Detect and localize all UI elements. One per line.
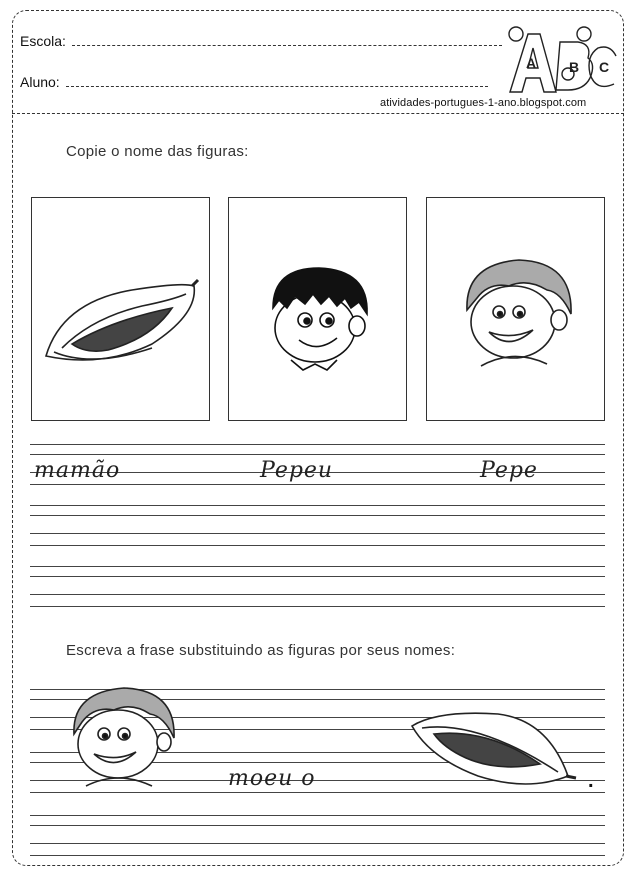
school-field (20, 33, 502, 49)
instruction-copy: Copie o nome das figuras: (66, 143, 249, 160)
boy-sentence-icon (62, 686, 182, 794)
handwriting-band-4[interactable] (30, 815, 605, 855)
cursive-word-pepeu: Pepeu (260, 458, 334, 483)
figure-card-pepe (426, 197, 605, 421)
school-label: Escola: (20, 33, 66, 49)
logo-letter-a: A (525, 55, 537, 71)
figure-card-pepeu (228, 197, 407, 421)
student-writing-line[interactable] (66, 85, 488, 87)
school-writing-line[interactable] (72, 44, 502, 46)
student-label: Aluno: (20, 74, 60, 90)
logo-letter-b: B (568, 59, 580, 75)
sentence-end-dot: . (588, 770, 594, 792)
handwriting-band-1[interactable] (30, 505, 605, 545)
instruction-sentence: Escreva a frase substituindo as figuras por seus nomes: (66, 642, 456, 659)
figure-card-papaya (31, 197, 210, 421)
handwriting-band-2[interactable] (30, 566, 605, 606)
papaya-icon (32, 198, 208, 419)
cursive-word-mamao: mamão (34, 458, 121, 483)
logo-letter-c: C (598, 59, 610, 75)
header-divider (12, 113, 624, 114)
papaya-sentence-icon (408, 706, 580, 794)
site-url: atividades-portugues-1-ano.blogspot.com (380, 97, 587, 109)
student-field (20, 74, 488, 90)
cursive-word-pepe: Pepe (480, 458, 538, 483)
cursive-sentence-text: moeu o (228, 766, 316, 791)
abc-logo (498, 20, 618, 96)
boy-pepeu-icon (229, 198, 405, 419)
boy-pepe-icon (427, 198, 603, 419)
